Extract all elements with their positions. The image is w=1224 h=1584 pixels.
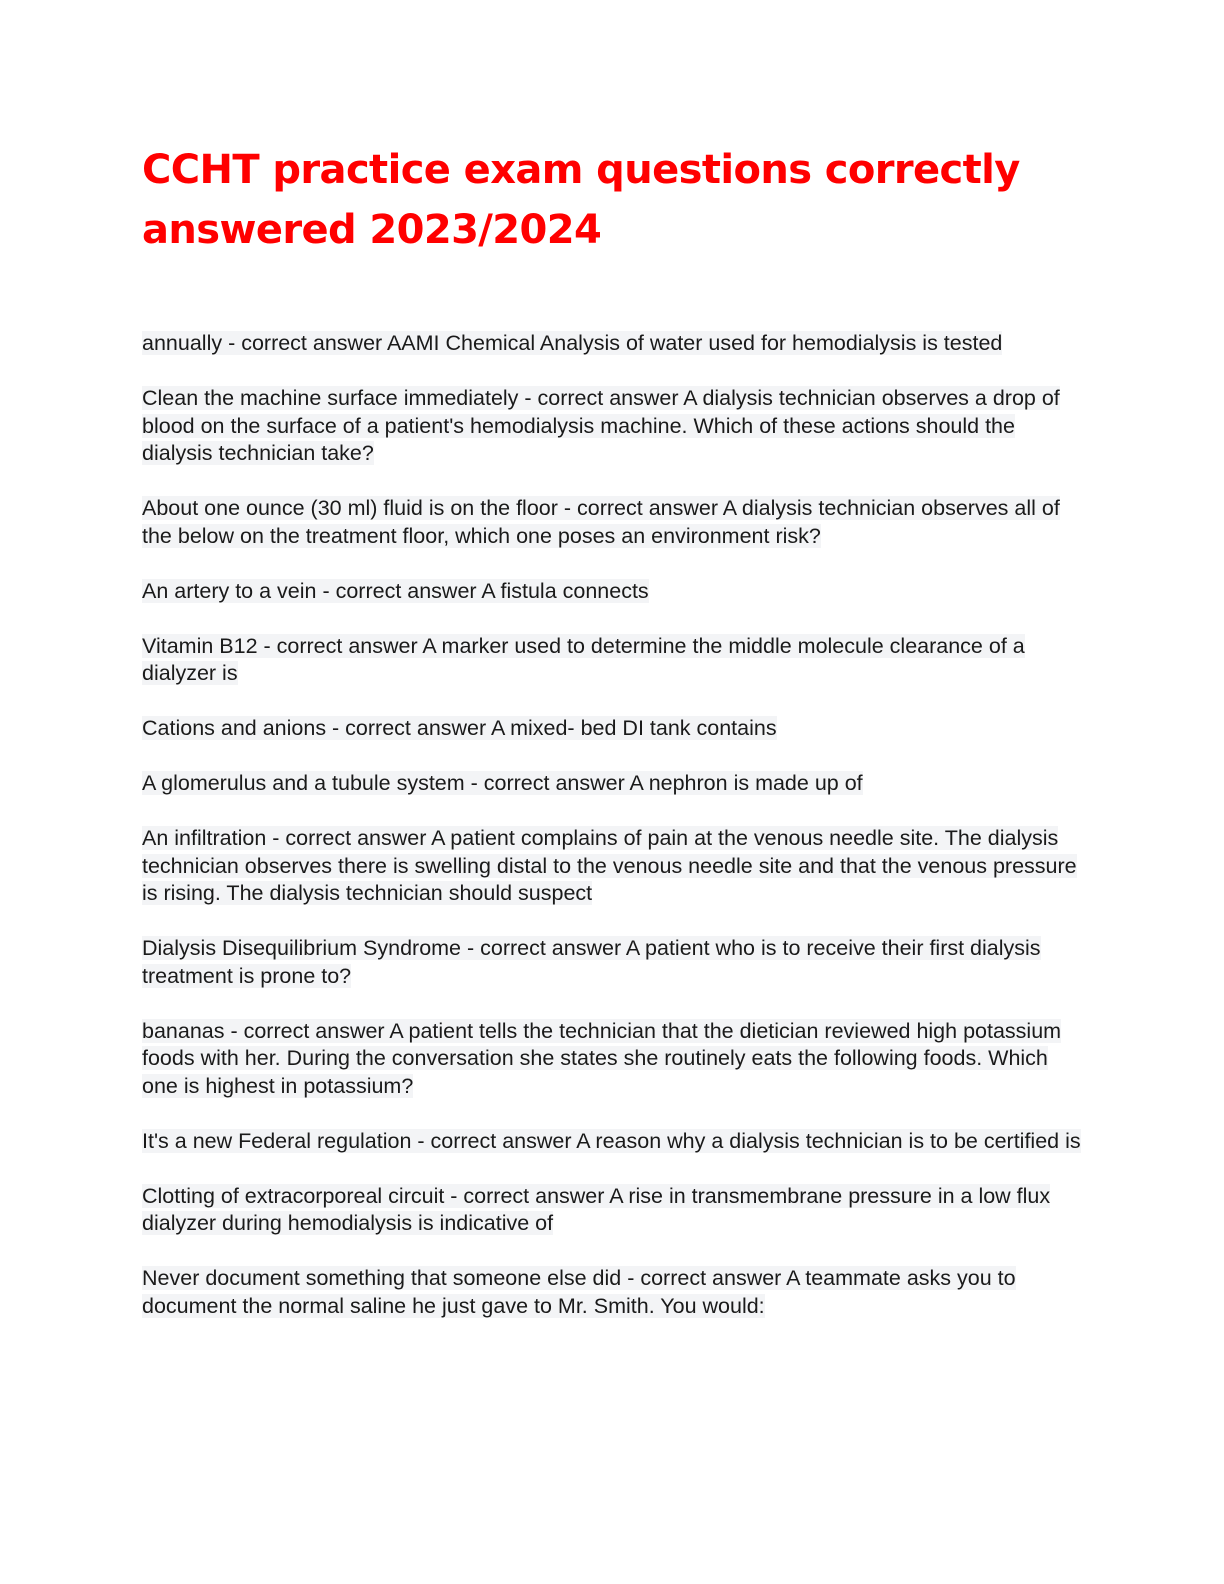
qa-text: Vitamin B12 - correct answer A marker used to determine the middle molecule clearance of a dialyzer is bbox=[142, 633, 1025, 685]
document-title: CCHT practice exam questions correctly answered 2023/2024 bbox=[142, 147, 1020, 253]
qa-item bbox=[142, 495, 1082, 550]
qa-text: An infiltration - correct answer A patient complains of pain at the venous needle site. The dialysis technician observes there is swelling distal to the venous needle site and that the venous pressure is rising. The dialysis technician should suspect bbox=[142, 826, 1077, 905]
qa-list bbox=[142, 330, 1082, 1348]
qa-item bbox=[142, 1128, 1082, 1156]
qa-item bbox=[142, 770, 1082, 798]
qa-text: Clean the machine surface immediately - correct answer A dialysis technician observes a drop of blood on the surface of a patient's hemodialysis machine. Which of these actions should the dialysis technician take? bbox=[142, 386, 1060, 465]
qa-item bbox=[142, 715, 1082, 743]
qa-item bbox=[142, 578, 1082, 606]
qa-item bbox=[142, 385, 1082, 468]
qa-text: Clotting of extracorporeal circuit - correct answer A rise in transmembrane pressure in a low flux dialyzer during hemodialysis is indicative of bbox=[142, 1183, 1051, 1235]
qa-text: bananas - correct answer A patient tells the technician that the dietician reviewed high potassium foods with her. During the conversation she states she routinely eats the following foods. Which one is highest in potassium? bbox=[142, 1018, 1062, 1098]
qa-item bbox=[142, 1183, 1082, 1238]
qa-item bbox=[142, 825, 1082, 908]
qa-text: A glomerulus and a tubule system - correct answer A nephron is made up of bbox=[142, 771, 863, 795]
qa-text: An artery to a vein - correct answer A fistula connects bbox=[142, 578, 649, 603]
qa-text: It's a new Federal regulation - correct answer A reason why a dialysis technician is to be certified is bbox=[142, 1128, 1081, 1153]
qa-text: Never document something that someone else did - correct answer A teammate asks you to document the normal saline he just gave to Mr. Smith. You would: bbox=[142, 1266, 1016, 1318]
qa-text: annually - correct answer AAMI Chemical Analysis of water used for hemodialysis is tested bbox=[142, 331, 1003, 355]
qa-item bbox=[142, 330, 1082, 358]
qa-text: Dialysis Disequilibrium Syndrome - correct answer A patient who is to receive their first dialysis treatment is prone to? bbox=[142, 936, 1041, 988]
qa-item bbox=[142, 1265, 1082, 1320]
qa-item bbox=[142, 935, 1082, 990]
qa-item bbox=[142, 1018, 1082, 1101]
qa-item bbox=[142, 633, 1082, 688]
qa-text: About one ounce (30 ml) fluid is on the floor - correct answer A dialysis technician observes all of the below on the treatment floor, which one poses an environment risk? bbox=[142, 496, 1060, 548]
qa-text: Cations and anions - correct answer A mixed- bed DI tank contains bbox=[142, 716, 777, 740]
